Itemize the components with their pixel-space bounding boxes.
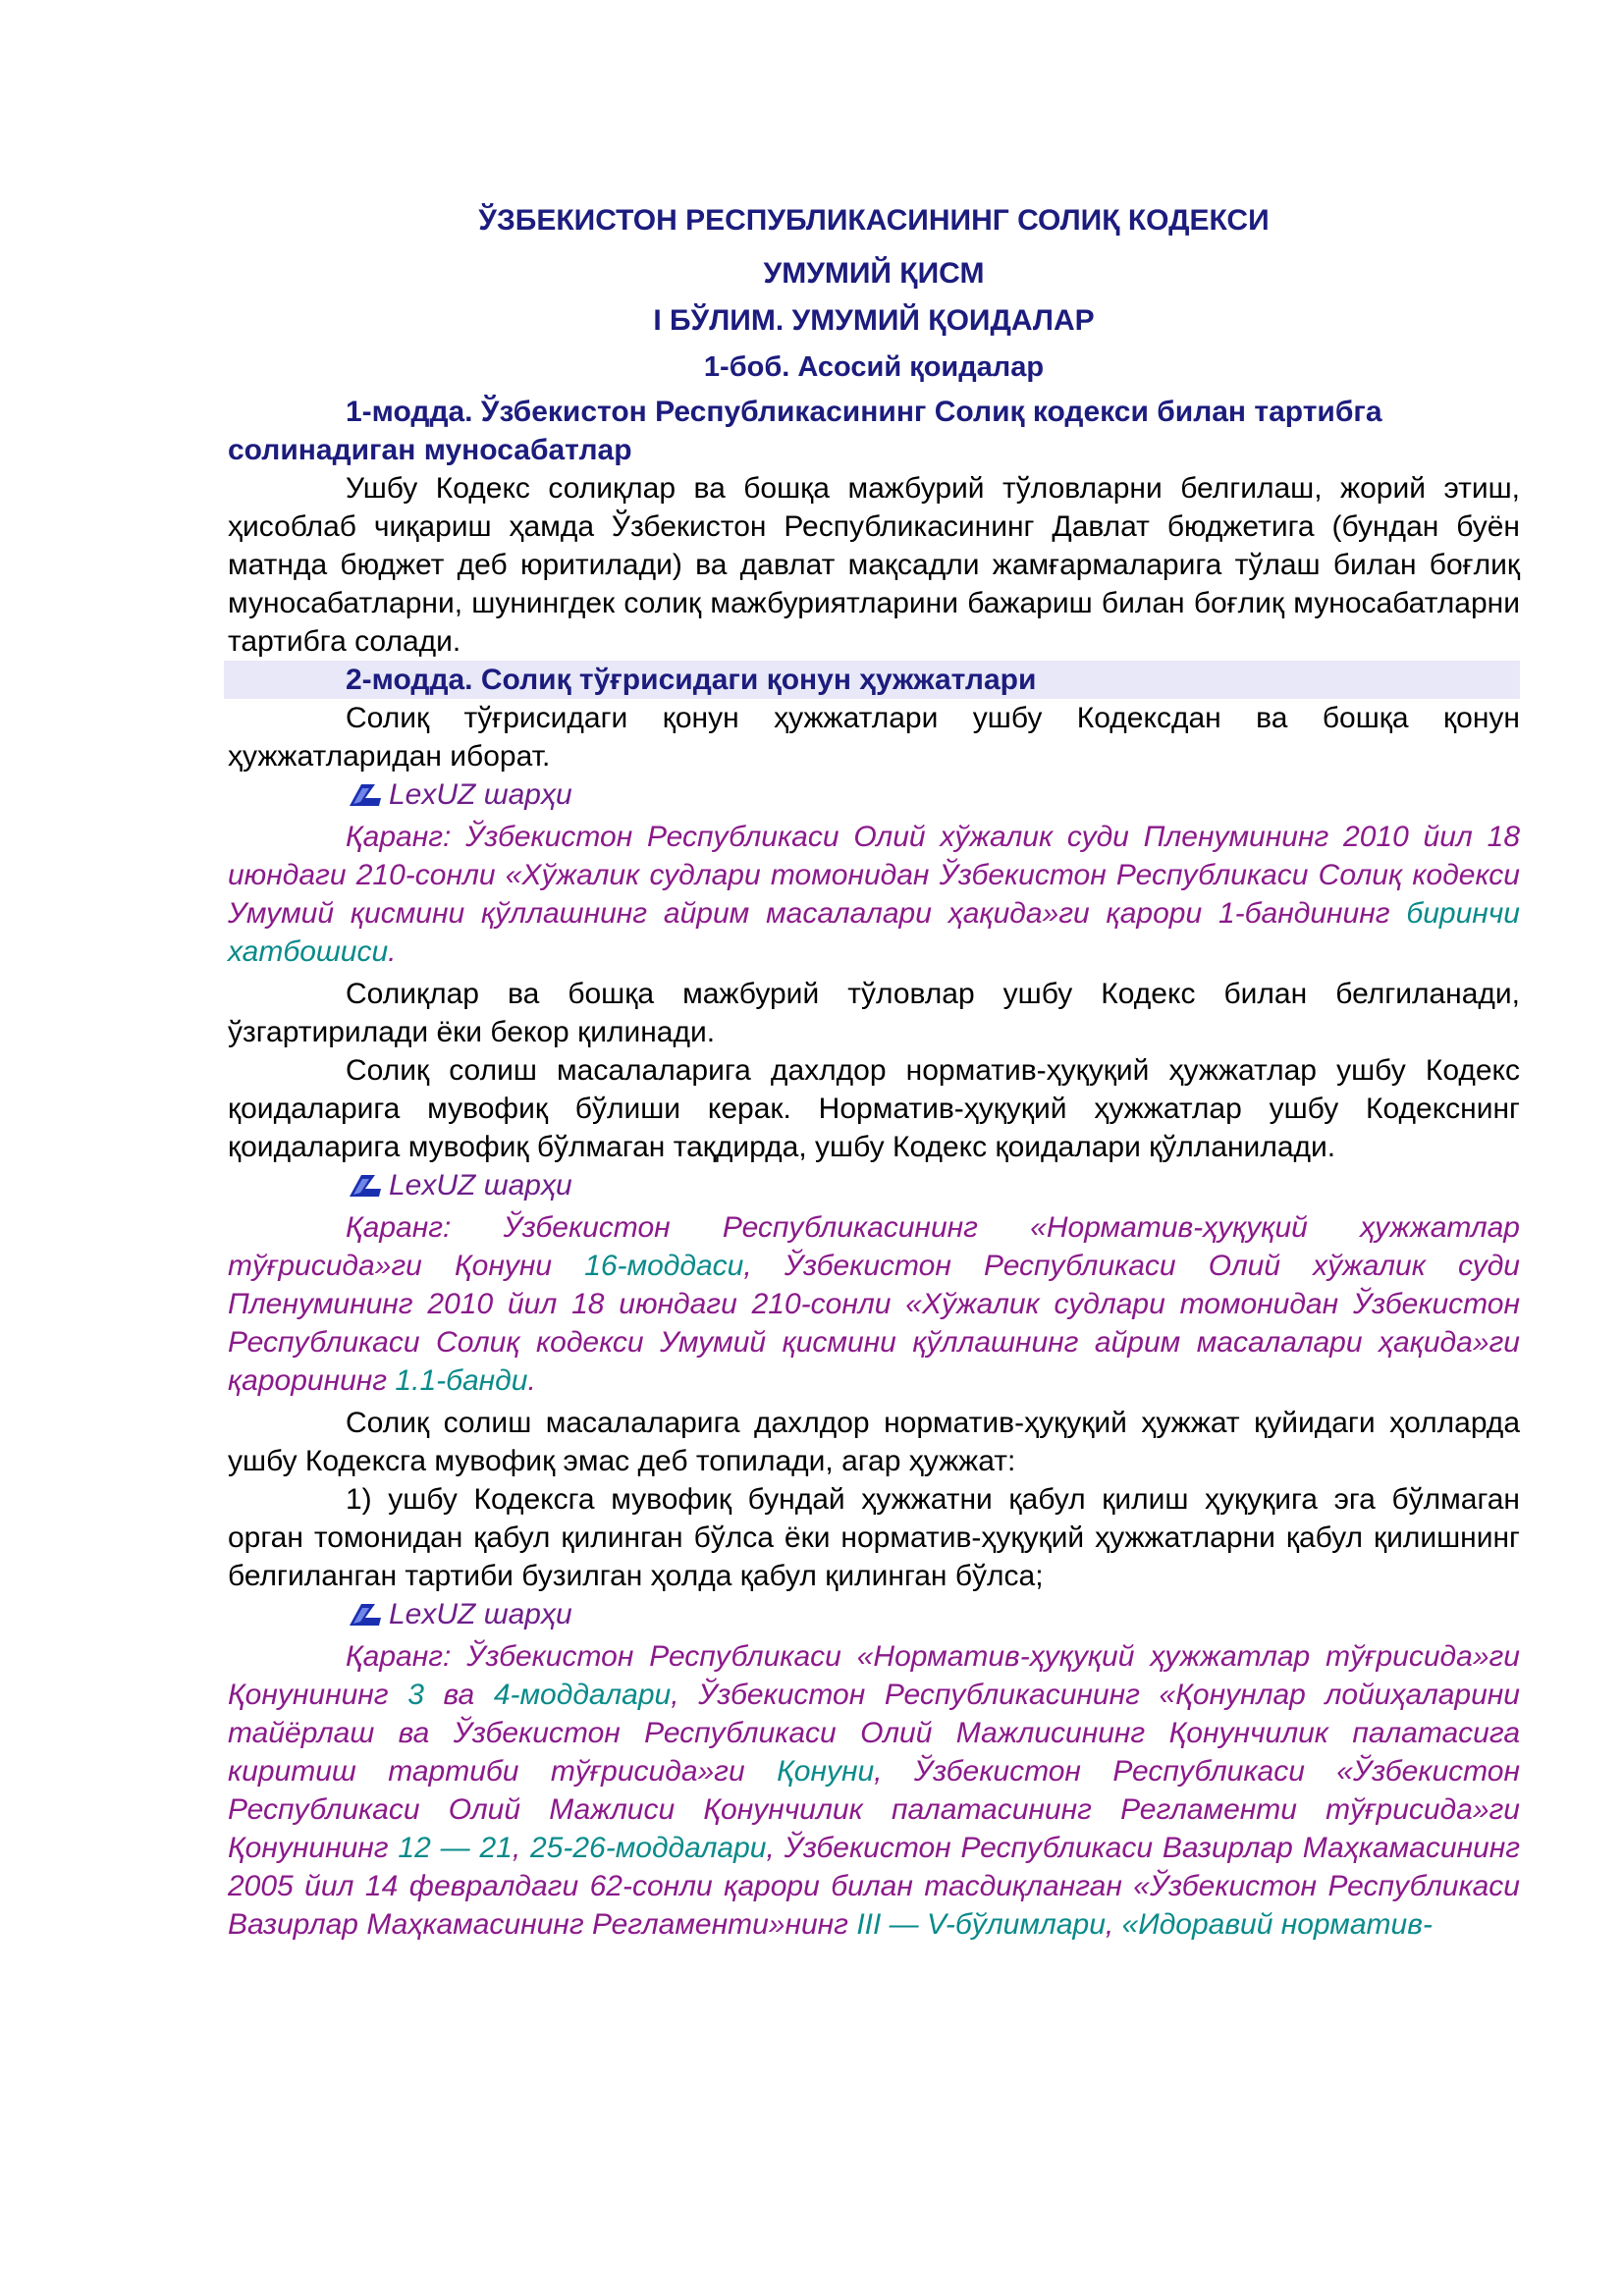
article-2-paragraph-4: Солиқ солиш масалаларига дахлдор норматив-ҳуқуқий ҳужжат қуйидаги ҳолларда ушбу Кодексга мувофиқ эмас деб топилади, агар ҳужжат: bbox=[228, 1407, 1520, 1477]
article-2-paragraph-3: Солиқ солиш масалаларига дахлдор норматив-ҳуқуқий ҳужжатлар ушбу Кодекс қоидаларига мувофиқ бўлиши керак. Норматив-ҳуқуқий ҳужжатлар ушбу Кодекснинг қоидаларига мувофиқ бўлмаган тақдирда, ушбу Кодекс қоидалари қўлланилади. bbox=[228, 1054, 1520, 1163]
part-title: УМУМИЙ ҚИСМ bbox=[763, 257, 985, 290]
lexuz-logo-icon bbox=[346, 1171, 385, 1201]
document-body bbox=[228, 393, 1520, 1944]
lexuz-label[interactable]: LexUZ шарҳи bbox=[389, 1598, 572, 1630]
code-title: ЎЗБЕКИСТОН РЕСПУБЛИКАСИНИНГ СОЛИҚ КОДЕКСИ bbox=[478, 204, 1270, 237]
note-link[interactable]: 12 — 21 bbox=[398, 1832, 513, 1864]
article-2-title[interactable]: 2-модда. Солиқ тўғрисидаги қонун ҳужжатлари bbox=[224, 661, 1520, 699]
article-2-paragraph-1: Солиқ тўғрисидаги қонун ҳужжатлари ушбу Кодексдан ва бошқа қонун ҳужжатларидан иборат. bbox=[228, 702, 1520, 773]
lexuz-logo-icon bbox=[346, 780, 385, 810]
lexuz-label[interactable]: LexUZ шарҳи bbox=[389, 1169, 572, 1201]
note-link[interactable]: 16-моддаси bbox=[584, 1250, 744, 1282]
commentary-note-3: Қаранг: Ўзбекистон Республикаси «Норматив-ҳуқуқий ҳужжатлар тўғрисида»ги Қонунининг 3 ва 4-моддалари, Ўзбекистон Республикасининг «Қонунлар лойиҳаларини тайёрлаш ва Ўзбекистон Республикаси Олий Мажлисининг Қонунчилик палатасига киритиш тартиби тўғрисида»ги Қонуни, Ўзбекистон Республикаси «Ўзбекистон Республикаси Олий Мажлиси Қонунчилик палатасининг Регламенти тўғрисида»ги Қонунининг 12 — 21, 25-26-моддалари, Ўзбекистон Республикаси Вазирлар Маҳкамасининг 2005 йил 14 февралдаги 62-сонли қарори билан тасдиқланган «Ўзбекистон Республикаси Вазирлар Маҳкамасининг Регламенти»нинг III — V-бўлимлари, «Идоравий норматив- bbox=[228, 1640, 1520, 1941]
note-link[interactable]: 25-26-моддалари bbox=[530, 1832, 767, 1864]
commentary-note-2: Қаранг: Ўзбекистон Республикасининг «Норматив-ҳуқуқий ҳужжатлар тўғрисида»ги Қонуни 16-моддаси, Ўзбекистон Республикаси Олий хўжалик суди Пленумининг 2010 йил 18 июндаги 210-сонли «Хўжалик судлари томонидан Ўзбекистон Республикаси Солиқ кодекси Умумий қисмини қўллашнинг айрим масалалари ҳақида»ги қарорининг 1.1-банди. bbox=[228, 1211, 1520, 1397]
article-2-item-1: 1) ушбу Кодексга мувофиқ бундай ҳужжатни қабул қилиш ҳуқуқига эга бўлмаган орган томонидан қабул қилинган бўлса ёки норматив-ҳуқуқий ҳужжатларни қабул қилишнинг белгиланган тартиби бузилган ҳолда қабул қилинган бўлса; bbox=[228, 1483, 1520, 1592]
note-link[interactable]: 3 bbox=[407, 1679, 424, 1711]
note-link[interactable]: биринчи хатбошиси bbox=[228, 897, 1520, 968]
commentary-note-1: Қаранг: Ўзбекистон Республикаси Олий хўжалик суди Пленумининг 2010 йил 18 июндаги 210-сонли «Хўжалик судлари томонидан Ўзбекистон Республикаси Солиқ кодекси Умумий қисмини қўллашнинг айрим масалалари ҳақида»ги қарори 1-бандининг биринчи хатбошиси. bbox=[228, 821, 1520, 968]
lexuz-commentary-link-2[interactable] bbox=[346, 1166, 1520, 1204]
note-link[interactable]: III — V-бўлимлари bbox=[856, 1908, 1106, 1941]
note-link[interactable]: 4-моддалари bbox=[493, 1679, 672, 1711]
note-link[interactable]: «Идоравий норматив- bbox=[1121, 1908, 1433, 1941]
article-2-paragraph-2: Солиқлар ва бошқа мажбурий тўловлар ушбу Кодекс билан белгиланади, ўзгартирилади ёки бекор қилинади. bbox=[228, 978, 1520, 1048]
lexuz-label[interactable]: LexUZ шарҳи bbox=[389, 778, 572, 811]
lexuz-commentary-link-3[interactable] bbox=[346, 1595, 1520, 1633]
section-title: I БЎЛИМ. УМУМИЙ ҚОИДАЛАР bbox=[653, 304, 1095, 337]
chapter-title: 1-боб. Асосий қоидалар bbox=[703, 351, 1045, 383]
lexuz-logo-icon bbox=[346, 1600, 385, 1629]
article-1-text: Ушбу Кодекс солиқлар ва бошқа мажбурий тўловларни белгилаш, жорий этиш, ҳисоблаб чиқариш ҳамда Ўзбекистон Республикасининг Давлат бюджетига (бундан буён матнда бюджет деб юритилади) ва давлат мақсадли жамғармаларига тўлаш билан боғлиқ муносабатларни, шунингдек солиқ мажбуриятларини бажариш билан боғлиқ муносабатларни тартибга солади. bbox=[228, 472, 1520, 658]
note-link[interactable]: 1.1-банди bbox=[395, 1364, 528, 1397]
lexuz-commentary-link-1[interactable] bbox=[346, 775, 1520, 814]
note-link[interactable]: Қонуни bbox=[777, 1755, 875, 1788]
article-1-title: 1-модда. Ўзбекистон Республикасининг Солиқ кодекси билан тартибга солинадиган муносабатлар bbox=[228, 396, 1382, 466]
